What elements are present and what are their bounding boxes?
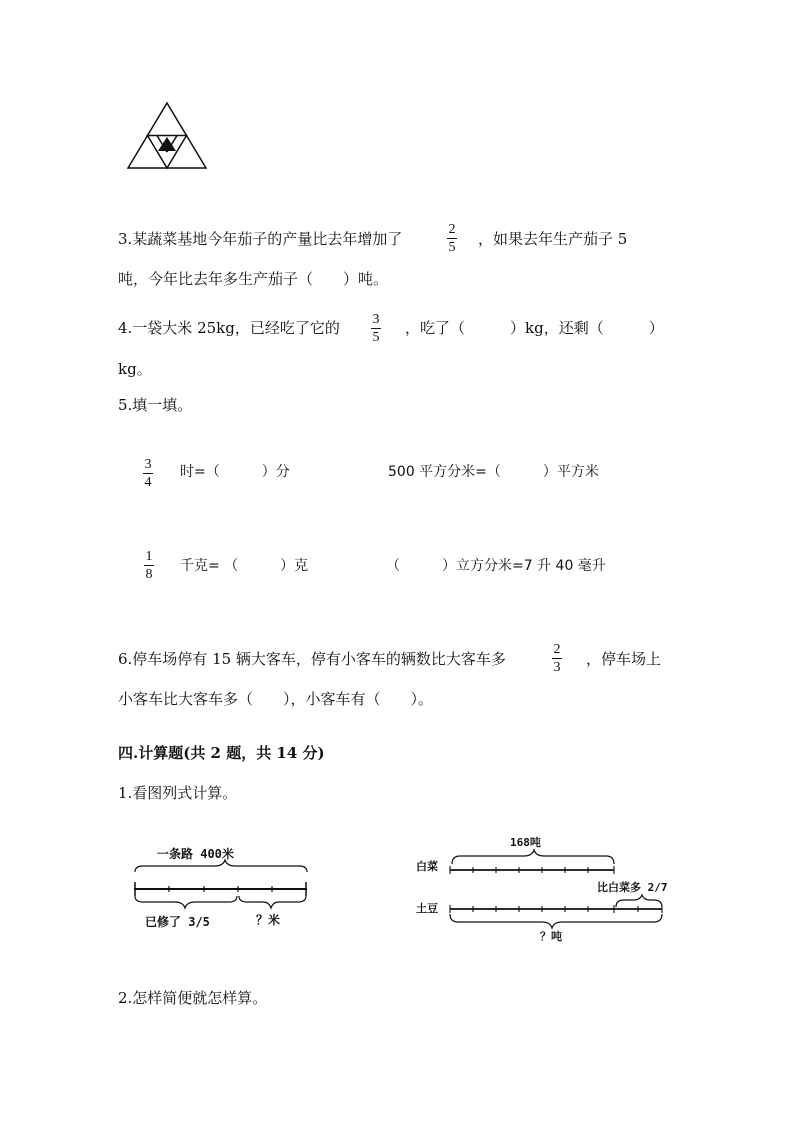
q4-fraction-den: 5 bbox=[372, 330, 380, 345]
q4-fraction-num: 3 bbox=[372, 312, 380, 327]
q4-fraction bbox=[371, 312, 381, 345]
q3-fraction-num: 2 bbox=[448, 222, 456, 237]
potato-total-label: ？吨 bbox=[540, 930, 562, 943]
q4-line2: kg。 bbox=[118, 360, 152, 378]
q5-d-text: （ ）立方分米=7 升 40 毫升 bbox=[386, 558, 606, 574]
q5-a-text: 时=（ ）分 bbox=[180, 464, 290, 480]
q3-line1-b: ，如果去年生产茄子 5 bbox=[478, 230, 628, 248]
q5-a-fraction bbox=[143, 457, 153, 490]
q6-fraction bbox=[552, 642, 562, 675]
cabbage-row-label: 白菜 bbox=[416, 860, 438, 873]
q6-line1-a: 6.停车场停有 15 辆大客车，停有小客车的辆数比大客车多 bbox=[118, 650, 506, 668]
road-right-label: ？米 bbox=[256, 913, 281, 927]
section4-q2: 2.怎样简便就怎样算。 bbox=[118, 989, 268, 1007]
q3-line2: 吨，今年比去年多生产茄子（ ）吨。 bbox=[118, 270, 389, 288]
q3-line1-a: 3.某蔬菜基地今年茄子的产量比去年增加了 bbox=[118, 230, 403, 248]
section4-heading: 四.计算题(共 2 题，共 14 分) bbox=[118, 744, 325, 762]
extra-ratio-label: 比白菜多 2/7 bbox=[597, 881, 668, 894]
q5-c-num: 1 bbox=[145, 549, 153, 564]
triangle-figure bbox=[126, 101, 208, 171]
q3-fraction bbox=[447, 222, 457, 255]
road-line-diagram bbox=[125, 838, 315, 938]
section4-q1: 1.看图列式计算。 bbox=[118, 784, 238, 802]
q5-b-text: 500 平方分米=（ ）平方米 bbox=[388, 464, 599, 480]
q4-line1-a: 4.一袋大米 25kg，已经吃了它的 bbox=[118, 319, 340, 337]
cabbage-total-label: 168吨 bbox=[510, 836, 541, 849]
q5-c-text: 千克= （ ）克 bbox=[180, 558, 309, 574]
q3-fraction-den: 5 bbox=[448, 240, 456, 255]
cabbage-potato-diagram bbox=[410, 828, 680, 948]
q4-line1-b: ，吃了（ ）kg，还剩（ ） bbox=[405, 319, 664, 337]
q6-line1-b: ，停车场上 bbox=[586, 650, 662, 668]
road-top-label: 一条路 400米 bbox=[157, 847, 234, 861]
q6-fraction-num: 2 bbox=[553, 642, 561, 657]
q6-line2: 小客车比大客车多（ ），小客车有（ ）。 bbox=[118, 690, 434, 708]
q5-a-num: 3 bbox=[144, 457, 152, 472]
potato-row-label: 土豆 bbox=[416, 902, 438, 915]
q6-fraction-den: 3 bbox=[553, 660, 561, 675]
q5-c-den: 8 bbox=[145, 567, 153, 582]
q5-title: 5.填一填。 bbox=[118, 396, 193, 414]
road-left-label: 已修了 3/5 bbox=[145, 915, 210, 929]
q5-a-den: 4 bbox=[144, 475, 152, 490]
q5-c-fraction bbox=[144, 549, 154, 582]
